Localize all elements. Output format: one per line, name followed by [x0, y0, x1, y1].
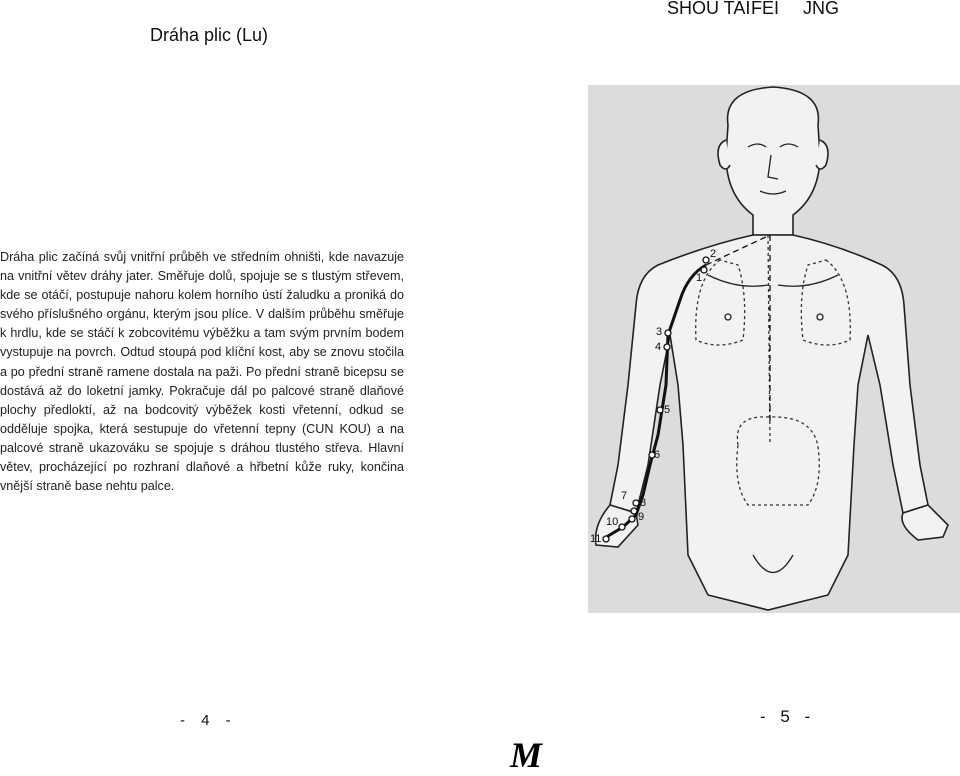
point-label-1: 1 [696, 272, 703, 284]
header-word-2: FEI [751, 0, 780, 18]
body-paragraph: Dráha plic začíná svůj vnitřní průběh ve středním ohništi, kde navazuje na vnitřní větev dráhy jater. Směřuje dolů, spojuje se s tlustým střevem, kde se otáčí, postupuje nahoru kolem horního ústí žaludku a proniká do svého příslušného orgánu, kterým jsou plíce. V dalším průběhu směřuje k hrdlu, kde se stáčí k zobcovitému výběžku a tam svým prvním bodem vystupuje na povrch. Odtud stoupá pod klíční kost, aby se znovu stočila a po přední straně ramene dostala na paži. Po přední straně bicepsu se dostává až do loketní jamky. Pokračuje dál po palcové straně dlaňové plochy předloktí, až na bodcovitý výběžek kosti vřetenní, odkud se odděluje spojka, která sestupuje do vřetenní tepny (CUN KOU) a na palcové straně ukazováku se spojuje s dráhou tlustého střeva. Hlavní větev, procházející po rozhraní dlaňové a hřbetní kůže ruky, končina vnější straně base nehtu palce. [0, 250, 404, 494]
point-label-8: 8 [640, 497, 647, 509]
point-label-2: 2 [710, 248, 717, 260]
page-number-right: - 5 - [760, 707, 816, 726]
meridian-figure [588, 85, 960, 613]
point-label-3: 3 [656, 326, 663, 338]
header-transliteration [667, 0, 853, 19]
point-label-10: 10 [606, 516, 619, 528]
point-label-9: 9 [638, 511, 645, 523]
page-title: Dráha plic (Lu) [150, 25, 269, 45]
point-label-6: 6 [654, 449, 661, 461]
point-label-5: 5 [664, 404, 671, 416]
point-label-11: 11 [590, 533, 602, 545]
publisher-mark: M [510, 735, 543, 775]
point-label-4: 4 [655, 341, 662, 353]
header-word-1: SHOU TAI [667, 0, 751, 18]
header-word-3: JNG [803, 0, 839, 18]
body-illustration [588, 85, 960, 613]
page-number-left: - 4 - [180, 712, 237, 729]
point-label-7: 7 [621, 490, 628, 502]
